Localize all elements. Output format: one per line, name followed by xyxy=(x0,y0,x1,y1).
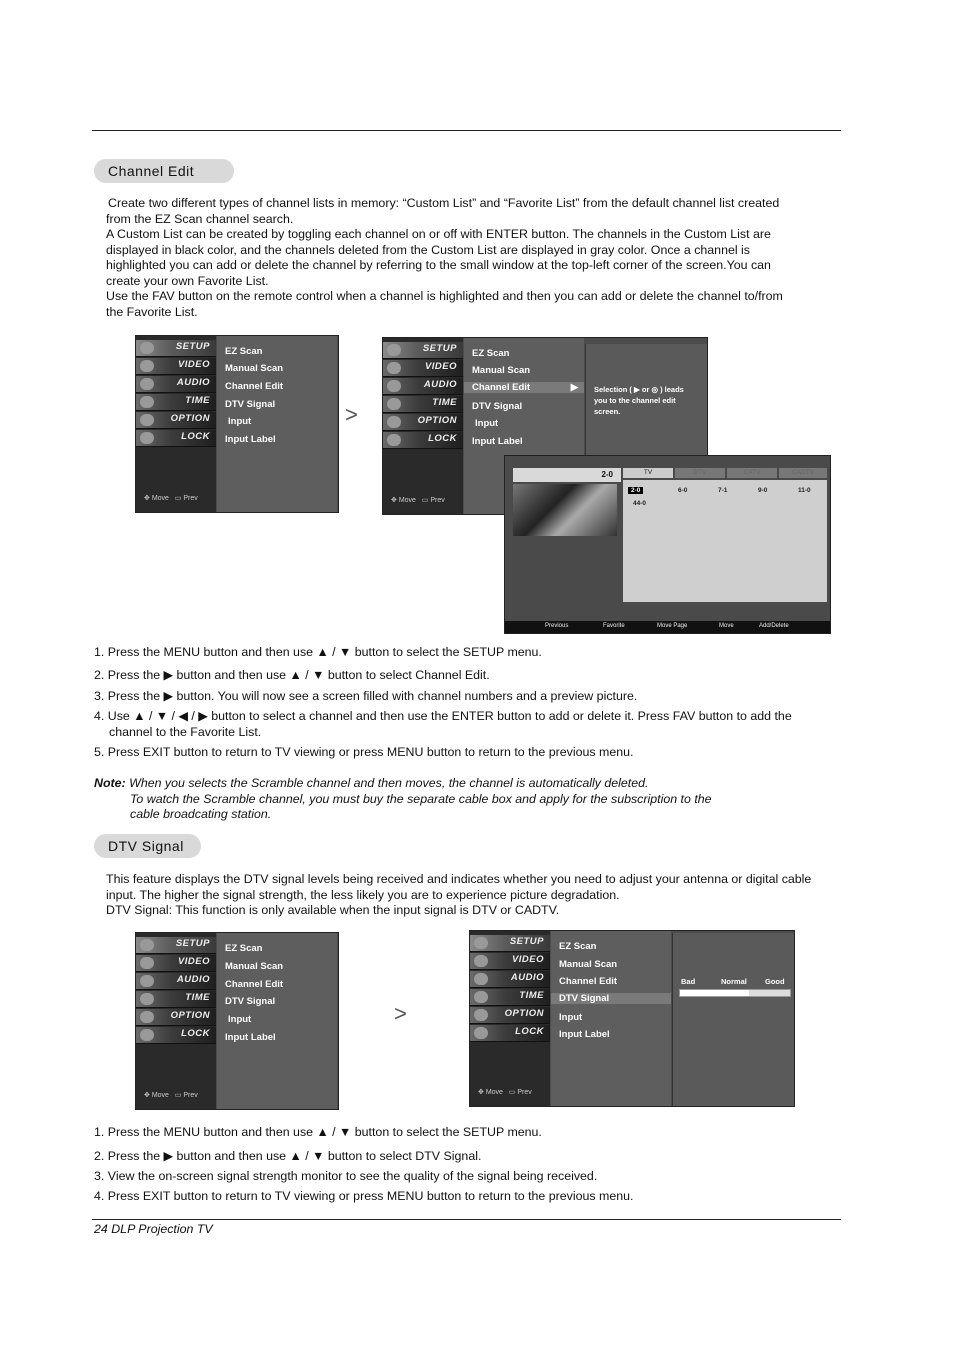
nav-hint: ✥ Move ▭ Prev xyxy=(478,1089,532,1096)
setup-menu-screen xyxy=(135,932,339,1110)
menu-item-ez-scan[interactable]: EZ Scan xyxy=(225,346,263,357)
tab-video[interactable]: VIDEO xyxy=(136,358,216,375)
menu-item-list xyxy=(551,931,671,1106)
audio-icon xyxy=(140,975,154,987)
next-arrow-icon: > xyxy=(345,402,358,427)
menu-item-manual-scan[interactable]: Manual Scan xyxy=(472,365,531,376)
tab-cadtv[interactable]: CADTV xyxy=(779,468,827,478)
channel-cell[interactable]: 6-0 xyxy=(678,487,688,494)
lock-icon xyxy=(474,1027,488,1039)
menu-item-input-label[interactable]: Input Label xyxy=(472,436,523,447)
paragraph: This feature displays the DTV signal levels being received and indicates whether you need to adjust your antenna or digital cable input. The higher the signal strength, the less likely you are to experience picture degradation. xyxy=(106,872,812,902)
video-icon xyxy=(474,955,488,967)
menu-item-list xyxy=(217,933,337,1109)
tab-setup[interactable]: SETUP xyxy=(383,342,463,359)
tab-time[interactable]: TIME xyxy=(470,989,550,1006)
next-arrow-icon: > xyxy=(394,1001,407,1026)
channel-edit-description xyxy=(106,196,796,320)
tab-option[interactable]: OPTION xyxy=(383,414,463,431)
menu-item-input-label[interactable]: Input Label xyxy=(225,1032,276,1043)
option-icon xyxy=(140,1011,154,1023)
menu-item-manual-scan[interactable]: Manual Scan xyxy=(225,363,284,374)
menu-item-input-label[interactable]: Input Label xyxy=(225,434,276,445)
time-icon xyxy=(140,396,154,408)
audio-icon xyxy=(387,380,401,392)
tab-audio[interactable]: AUDIO xyxy=(136,973,216,990)
time-icon xyxy=(140,993,154,1005)
signal-label-normal: Normal xyxy=(721,977,747,986)
paragraph: Create two different types of channel lists in memory: “Custom List” and “Favorite List” from the default channel list created from the EZ Scan channel search. xyxy=(106,196,780,226)
tab-time[interactable]: TIME xyxy=(136,991,216,1008)
menu-item-dtv-signal[interactable]: DTV Signal xyxy=(225,996,276,1007)
dtv-signal-description xyxy=(106,872,816,919)
tab-lock[interactable]: LOCK xyxy=(383,432,463,449)
lock-icon xyxy=(140,1029,154,1041)
tab-lock[interactable]: LOCK xyxy=(136,1027,216,1044)
option-icon xyxy=(140,414,154,426)
move-hint: Move xyxy=(719,623,734,629)
step-4: 4. Press EXIT button to return to TV viewing or press MENU button to return to the previous menu. xyxy=(94,1189,634,1203)
tab-audio[interactable]: AUDIO xyxy=(136,376,216,393)
video-icon xyxy=(387,362,401,374)
note-line: cable broadcating station. xyxy=(130,807,272,821)
menu-item-input[interactable]: Input xyxy=(228,416,252,427)
menu-item-input[interactable]: Input xyxy=(559,1012,583,1023)
menu-item-ez-scan[interactable]: EZ Scan xyxy=(225,943,263,954)
menu-item-manual-scan[interactable]: Manual Scan xyxy=(225,961,284,972)
tab-lock[interactable]: LOCK xyxy=(136,430,216,447)
menu-item-ez-scan[interactable]: EZ Scan xyxy=(559,941,597,952)
favorite-hint: Favorite xyxy=(603,623,625,629)
add-delete-hint: Add/Delete xyxy=(759,623,789,629)
signal-label-bad: Bad xyxy=(681,977,696,986)
tab-audio[interactable]: AUDIO xyxy=(470,971,550,988)
menu-item-channel-edit[interactable]: Channel Edit xyxy=(225,979,284,990)
page-footer: 24 DLP Projection TV xyxy=(94,1222,213,1236)
tab-lock[interactable]: LOCK xyxy=(470,1025,550,1042)
setup-menu-screen xyxy=(135,335,339,513)
setup-icon xyxy=(140,342,154,354)
video-icon xyxy=(140,957,154,969)
nav-hint: ✥ Move ▭ Prev xyxy=(391,497,445,504)
menu-tab-strip xyxy=(136,336,216,512)
audio-icon xyxy=(474,973,488,985)
nav-hint: ✥ Move ▭ Prev xyxy=(144,1092,198,1099)
signal-bar xyxy=(679,989,791,997)
note-line: When you selects the Scramble channel and then moves, the channel is automatically deleted. xyxy=(129,776,649,790)
channel-cell[interactable]: 2-0 xyxy=(628,487,643,494)
paragraph: Use the FAV button on the remote control when a channel is highlighted and then you can add or delete the channel to/from the Favorite List. xyxy=(106,289,783,319)
menu-item-dtv-signal[interactable]: DTV Signal xyxy=(551,993,671,1004)
signal-label-good: Good xyxy=(765,977,785,986)
menu-tab-strip xyxy=(470,931,550,1106)
menu-item-dtv-signal[interactable]: DTV Signal xyxy=(225,399,276,410)
tab-option[interactable]: OPTION xyxy=(136,1009,216,1026)
option-icon xyxy=(387,416,401,428)
previous-hint: Previous xyxy=(545,623,569,629)
paragraph: A Custom List can be created by toggling each channel on or off with ENTER button. The channels in the Custom List are displayed in black color, and the channels deleted from the Custom List are displayed in gray color. Once a channel is highlighted you can add or delete the channel by referring to the small window at the top-left corner of the screen.You can create your own Favorite List. xyxy=(106,227,771,288)
step-1: 1. Press the MENU button and then use ▲ / ▼ button to select the SETUP menu. xyxy=(94,645,542,659)
signal-fill xyxy=(680,990,749,996)
tab-tv[interactable]: TV xyxy=(623,468,673,478)
tab-time[interactable]: TIME xyxy=(136,394,216,411)
setup-icon xyxy=(474,937,488,949)
signal-panel xyxy=(672,933,794,1106)
step-4: 4. Use ▲ / ▼ / ◀ / ▶ button to select a channel and then use the ENTER button to add or delete it. Press FAV button to add the channel to the Favorite List. xyxy=(94,709,792,739)
channel-edit-screen xyxy=(504,455,831,634)
tab-catv[interactable]: CATV xyxy=(727,468,777,478)
option-icon xyxy=(474,1009,488,1021)
section-title-channel-edit: Channel Edit xyxy=(94,159,234,183)
video-icon xyxy=(140,360,154,372)
step-1: 1. Press the MENU button and then use ▲ / ▼ button to select the SETUP menu. xyxy=(94,1125,542,1139)
menu-item-manual-scan[interactable]: Manual Scan xyxy=(559,959,618,970)
setup-icon xyxy=(140,939,154,951)
menu-item-input[interactable]: Input xyxy=(228,1014,252,1025)
time-icon xyxy=(387,398,401,410)
menu-item-input-label[interactable]: Input Label xyxy=(559,1029,610,1040)
right-arrow-icon: ▶ xyxy=(570,382,578,393)
lock-icon xyxy=(140,432,154,444)
channel-cell[interactable]: 44-0 xyxy=(633,500,647,507)
menu-item-ez-scan[interactable]: EZ Scan xyxy=(472,348,510,359)
move-page-hint: Move Page xyxy=(657,623,688,629)
paragraph: DTV Signal: This function is only available when the input signal is DTV or CADTV. xyxy=(106,903,560,917)
menu-item-dtv-signal[interactable]: DTV Signal xyxy=(472,401,523,412)
note xyxy=(94,776,794,823)
top-rule xyxy=(92,130,841,131)
menu-tab-strip xyxy=(383,338,463,514)
tab-setup[interactable]: SETUP xyxy=(136,937,216,954)
step-2: 2. Press the ▶ button and then use ▲ / ▼ button to select DTV Signal. xyxy=(94,1149,482,1163)
menu-item-input[interactable]: Input xyxy=(475,418,499,429)
tab-video[interactable]: VIDEO xyxy=(470,953,550,970)
bottom-rule xyxy=(92,1219,841,1220)
note-line: To watch the Scramble channel, you must buy the separate cable box and apply for the subscription to the xyxy=(130,791,712,806)
section-title-dtv-signal: DTV Signal xyxy=(94,834,201,858)
menu-item-channel-edit[interactable]: Channel Edit ▶ xyxy=(464,382,584,393)
tab-time[interactable]: TIME xyxy=(383,396,463,413)
tab-option[interactable]: OPTION xyxy=(470,1007,550,1024)
selection-tip: Selection ( ▶ or ◎ ) leads you to the channel edit screen. xyxy=(594,385,684,416)
channel-grid xyxy=(623,480,827,602)
nav-hint: ✥ Move ▭ Prev xyxy=(144,495,198,502)
step-3: 3. Press the ▶ button. You will now see a screen filled with channel numbers and a preview picture. xyxy=(94,689,638,703)
menu-item-list xyxy=(217,336,337,512)
time-icon xyxy=(474,991,488,1003)
menu-item-channel-edit[interactable]: Channel Edit xyxy=(225,381,284,392)
tab-setup[interactable]: SETUP xyxy=(136,340,216,357)
menu-tab-strip xyxy=(136,933,216,1109)
channel-cell[interactable]: 11-0 xyxy=(798,487,811,494)
channel-type-tabs xyxy=(623,468,827,478)
channel-cell[interactable]: 7-1 xyxy=(718,487,728,494)
step-5: 5. Press EXIT button to return to TV viewing or press MENU button to return to the previous menu. xyxy=(94,745,634,759)
channel-edit-help-bar xyxy=(505,621,830,633)
step-2: 2. Press the ▶ button and then use ▲ / ▼ button to select Channel Edit. xyxy=(94,668,490,682)
setup-icon xyxy=(387,344,401,356)
audio-icon xyxy=(140,378,154,390)
tab-dtv[interactable]: DTV xyxy=(675,468,725,478)
note-label: Note: xyxy=(94,776,126,790)
tab-video[interactable]: VIDEO xyxy=(383,360,463,377)
tab-option[interactable]: OPTION xyxy=(136,412,216,429)
menu-item-channel-edit[interactable]: Channel Edit xyxy=(559,976,618,987)
channel-cell[interactable]: 9-0 xyxy=(758,487,768,494)
current-channel: 2-0 xyxy=(513,468,621,482)
step-3: 3. View the on-screen signal strength monitor to see the quality of the signal being received. xyxy=(94,1169,598,1183)
tab-setup[interactable]: SETUP xyxy=(470,935,550,952)
tab-audio[interactable]: AUDIO xyxy=(383,378,463,395)
preview-picture xyxy=(513,484,617,536)
setup-menu-dtv-signal-screen xyxy=(469,930,795,1107)
lock-icon xyxy=(387,434,401,446)
tab-video[interactable]: VIDEO xyxy=(136,955,216,972)
